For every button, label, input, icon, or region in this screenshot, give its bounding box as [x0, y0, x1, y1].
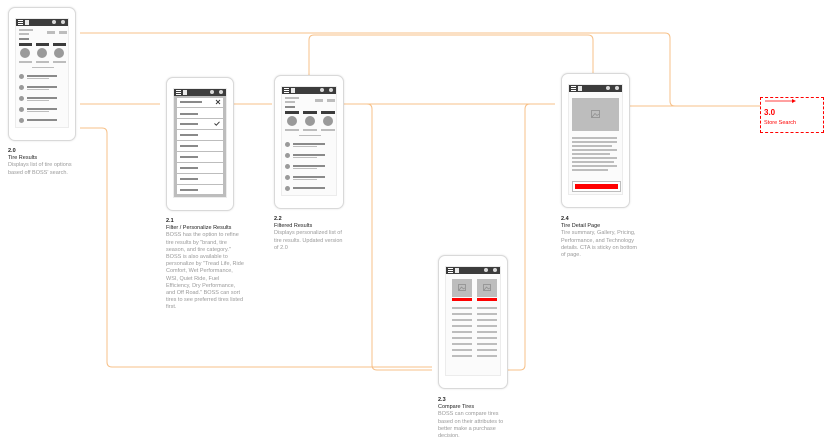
cart-icon [606, 86, 610, 90]
user-icon [219, 90, 223, 94]
check-icon [214, 121, 220, 126]
top-nav [282, 87, 336, 94]
cart-icon [484, 268, 488, 272]
screen-title: Filter / Personalize Results [166, 225, 232, 232]
add-to-cart-button[interactable] [477, 298, 497, 301]
logo [291, 88, 295, 93]
screen-number: 2.2 [274, 216, 282, 222]
cart-icon [320, 88, 324, 92]
phone-compare-tires[interactable] [438, 255, 508, 389]
cart-icon [52, 20, 56, 24]
caption-tire-detail [561, 216, 639, 259]
user-icon [329, 88, 333, 92]
image-icon [591, 110, 600, 118]
screen-title: Tire Results [8, 155, 38, 162]
phone-tire-results[interactable] [8, 7, 76, 141]
caption-filter-personalize [166, 218, 244, 312]
menu-icon [284, 88, 289, 89]
screen-title: Store Search [764, 120, 797, 126]
screen-tire-results [15, 18, 69, 128]
image-icon [458, 284, 466, 291]
image-icon [483, 284, 491, 291]
menu-icon [448, 268, 453, 269]
phone-filter-personalize[interactable] [166, 77, 234, 211]
screen-description: BOSS can compare tires based on their attributes to better make a purchase decision. [438, 411, 504, 440]
sticky-cta-button[interactable] [575, 184, 618, 189]
user-icon [615, 86, 619, 90]
menu-icon [176, 90, 181, 91]
screen-number: 3.0 [764, 108, 776, 117]
user-icon [493, 268, 497, 272]
logo [183, 90, 187, 95]
user-icon [61, 20, 65, 24]
screen-number: 2.3 [438, 397, 446, 403]
phone-filtered-results[interactable] [274, 75, 344, 209]
caption-filtered-results [274, 216, 348, 252]
top-nav [569, 85, 622, 92]
screen-title: Tire Detail Page [561, 223, 601, 230]
screen-number: 2.4 [561, 216, 569, 222]
menu-icon [571, 86, 576, 87]
logo [25, 20, 29, 25]
connector-2-2-to-2-3 [343, 104, 432, 370]
connector-2-0-to-2-3 [80, 128, 432, 367]
screen-number: 2.0 [8, 148, 16, 154]
caption-tire-results [8, 148, 78, 177]
add-to-cart-button[interactable] [452, 298, 472, 301]
screen-tire-detail [568, 84, 623, 195]
phone-tire-detail[interactable] [561, 73, 630, 208]
store-search-node[interactable] [760, 97, 824, 133]
connector-2-3-to-2-4 [506, 104, 555, 370]
logo [578, 86, 582, 91]
menu-icon [18, 20, 23, 21]
logo [455, 268, 459, 273]
screen-title: Filtered Results [274, 223, 313, 230]
screen-description: BOSS has the option to refine tire results by "brand, tire season, and tire category." BOSS is also available to personalize by "Tread Life, Ride Comfort, Wet Performance, WSI, Quiet Ride, Fuel Efficiency, Dry Performance, and Off Road." BOSS can sort tires to see preferred tires listed first. [166, 232, 244, 311]
screen-description: Tire summary, Gallery, Pricing, Performance, and Technology details. CTA is sticky on bottom of page. [561, 230, 638, 259]
screen-filtered-results [281, 86, 337, 196]
screen-compare-tires [445, 266, 501, 376]
screen-description: Displays personalized list of tire results. Updated version of 2.0 [274, 230, 343, 251]
connector-2-2-branch-to-2-4 [309, 35, 593, 76]
top-nav [16, 19, 68, 26]
screen-number: 2.1 [166, 218, 174, 224]
caption-compare-tires [438, 397, 514, 440]
screen-description: Displays list of tire options based off BOSS' search. [8, 162, 72, 176]
screen-filter-personalize [173, 88, 227, 198]
cart-icon [210, 90, 214, 94]
screen-title: Compare Tires [438, 404, 475, 411]
close-icon[interactable] [215, 99, 221, 105]
top-nav [446, 267, 500, 274]
top-nav [174, 89, 226, 96]
